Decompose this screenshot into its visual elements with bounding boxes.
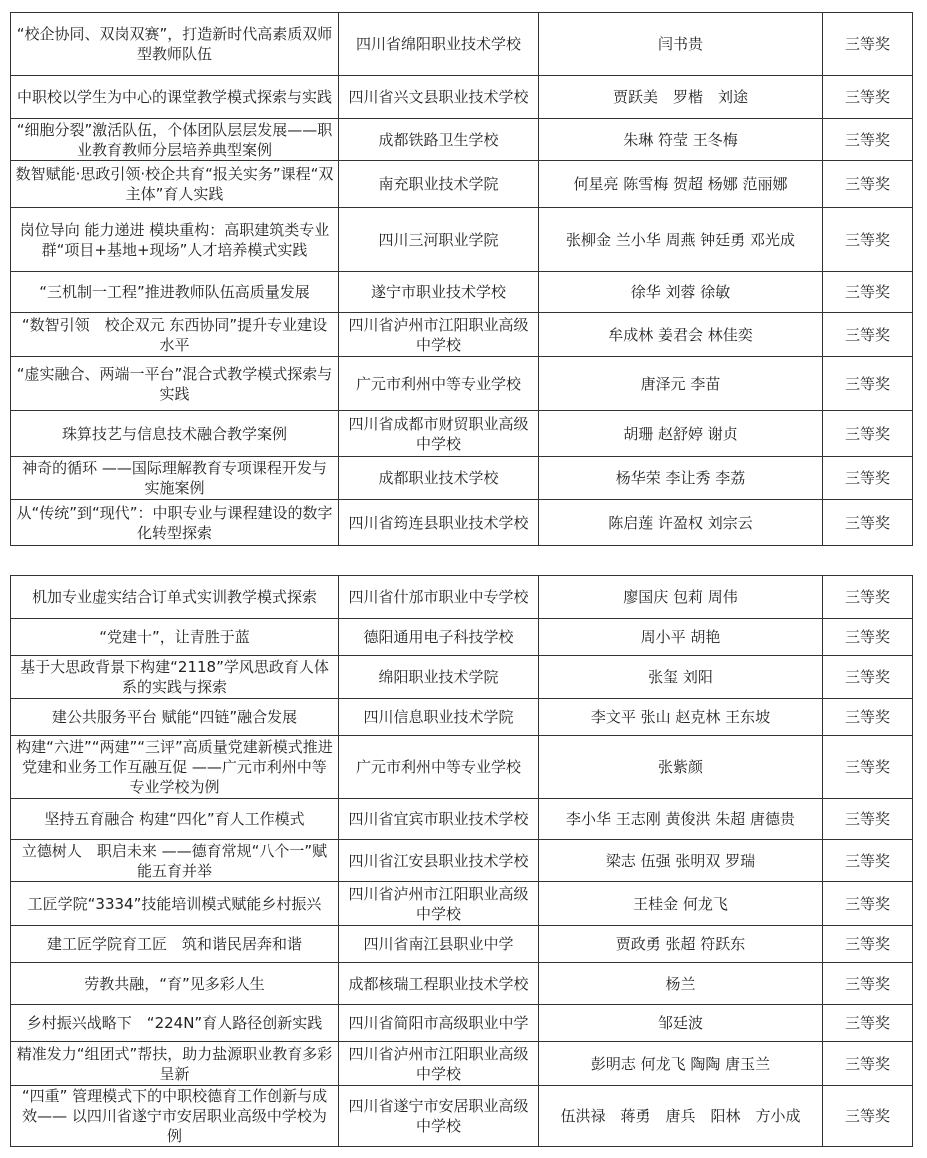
unit-cell: 四川省泸州市江阳职业高级中学校 — [339, 882, 539, 926]
table-row — [11, 656, 913, 699]
unit-cell: 绵阳职业技术学院 — [339, 656, 539, 699]
people-cell: 何星亮 陈雪梅 贺超 杨娜 范丽娜 — [539, 161, 823, 208]
people-cell: 徐华 刘蓉 徐敏 — [539, 272, 823, 313]
award-cell: 三等奖 — [823, 457, 913, 500]
table-row — [11, 119, 913, 161]
people-cell: 贾政勇 张超 符跃东 — [539, 926, 823, 963]
award-cell: 三等奖 — [823, 357, 913, 411]
people-cell: 唐泽元 李苗 — [539, 357, 823, 411]
award-cell: 三等奖 — [823, 119, 913, 161]
award-cell: 三等奖 — [823, 1042, 913, 1086]
project-cell: 劳教共融，“育”见多彩人生 — [11, 963, 339, 1005]
project-cell: “党建十”，让青胜于蓝 — [11, 619, 339, 656]
table-row — [11, 699, 913, 736]
award-cell: 三等奖 — [823, 926, 913, 963]
people-cell: 贾跃美 罗楷 刘途 — [539, 76, 823, 119]
award-table-top — [10, 12, 913, 546]
people-cell: 杨兰 — [539, 963, 823, 1005]
project-cell: 建公共服务平台 赋能“四链”融合发展 — [11, 699, 339, 736]
award-table-body — [11, 576, 913, 1147]
people-cell: 梁志 伍强 张明双 罗瑞 — [539, 840, 823, 882]
unit-cell: 成都铁路卫生学校 — [339, 119, 539, 161]
people-cell: 胡珊 赵舒婷 谢贞 — [539, 411, 823, 457]
people-cell: 闫书贵 — [539, 13, 823, 76]
project-cell: 从“传统”到“现代”：中职专业与课程建设的数字化转型探索 — [11, 500, 339, 546]
award-cell: 三等奖 — [823, 1086, 913, 1147]
award-table-body — [11, 13, 913, 546]
unit-cell: 四川省江安县职业技术学校 — [339, 840, 539, 882]
people-cell: 牟成林 姜君会 林佳奕 — [539, 313, 823, 357]
unit-cell: 四川省绵阳职业技术学校 — [339, 13, 539, 76]
award-cell: 三等奖 — [823, 736, 913, 799]
award-cell: 三等奖 — [823, 1005, 913, 1042]
award-cell: 三等奖 — [823, 208, 913, 272]
unit-cell: 四川省南江县职业中学 — [339, 926, 539, 963]
project-cell: “数智引领 校企双元 东西协同”提升专业建设水平 — [11, 313, 339, 357]
table-row — [11, 357, 913, 411]
table-row — [11, 1005, 913, 1042]
unit-cell: 南充职业技术学院 — [339, 161, 539, 208]
table-row — [11, 457, 913, 500]
award-cell: 三等奖 — [823, 699, 913, 736]
award-cell: 三等奖 — [823, 411, 913, 457]
project-cell: 工匠学院“3334”技能培训模式赋能乡村振兴 — [11, 882, 339, 926]
unit-cell: 广元市利州中等专业学校 — [339, 736, 539, 799]
project-cell: 坚持五育融合 构建“四化”育人工作模式 — [11, 799, 339, 840]
award-cell: 三等奖 — [823, 161, 913, 208]
table-row — [11, 13, 913, 76]
unit-cell: 四川省泸州市江阳职业高级中学校 — [339, 313, 539, 357]
project-cell: “细胞分裂”激活队伍，个体团队层层发展——职业教育教师分层培养典型案例 — [11, 119, 339, 161]
people-cell: 张柳金 兰小华 周燕 钟廷勇 邓光成 — [539, 208, 823, 272]
award-cell: 三等奖 — [823, 576, 913, 619]
unit-cell: 四川三河职业学院 — [339, 208, 539, 272]
project-cell: “三机制一工程”推进教师队伍高质量发展 — [11, 272, 339, 313]
project-cell: 神奇的循环 ——国际理解教育专项课程开发与实施案例 — [11, 457, 339, 500]
table-row — [11, 799, 913, 840]
table-row — [11, 576, 913, 619]
project-cell: 机加专业虚实结合订单式实训教学模式探索 — [11, 576, 339, 619]
project-cell: 基于大思政背景下构建“2118”学风思政育人体系的实践与探索 — [11, 656, 339, 699]
award-cell: 三等奖 — [823, 76, 913, 119]
people-cell: 邹廷波 — [539, 1005, 823, 1042]
unit-cell: 广元市利州中等专业学校 — [339, 357, 539, 411]
people-cell: 廖国庆 包莉 周伟 — [539, 576, 823, 619]
project-cell: “虚实融合、两端一平台”混合式教学模式探索与实践 — [11, 357, 339, 411]
people-cell: 杨华荣 李让秀 李荔 — [539, 457, 823, 500]
table-row — [11, 840, 913, 882]
unit-cell: 成都核瑞工程职业技术学校 — [339, 963, 539, 1005]
people-cell: 朱琳 符莹 王冬梅 — [539, 119, 823, 161]
project-cell: 中职校以学生为中心的课堂教学模式探索与实践 — [11, 76, 339, 119]
project-cell: 立德树人 职启未来 ——德育常规“八个一”赋能五育并举 — [11, 840, 339, 882]
people-cell: 张紫颜 — [539, 736, 823, 799]
project-cell: 岗位导向 能力递进 模块重构：高职建筑类专业群“项目+基地+现场”人才培养模式实践 — [11, 208, 339, 272]
project-cell: “四重” 管理模式下的中职校德育工作创新与成效—— 以四川省遂宁市安居职业高级中学校为例 — [11, 1086, 339, 1147]
people-cell: 陈启莲 许盈权 刘宗云 — [539, 500, 823, 546]
award-cell: 三等奖 — [823, 619, 913, 656]
award-cell: 三等奖 — [823, 963, 913, 1005]
table-row — [11, 76, 913, 119]
unit-cell: 四川省遂宁市安居职业高级中学校 — [339, 1086, 539, 1147]
people-cell: 伍洪禄 蒋勇 唐兵 阳林 方小成 — [539, 1086, 823, 1147]
unit-cell: 四川省兴文县职业技术学校 — [339, 76, 539, 119]
project-cell: 珠算技艺与信息技术融合教学案例 — [11, 411, 339, 457]
project-cell: “校企协同、双岗双赛”，打造新时代高素质双师型教师队伍 — [11, 13, 339, 76]
table-row — [11, 411, 913, 457]
unit-cell: 四川省宜宾市职业技术学校 — [339, 799, 539, 840]
unit-cell: 四川省什邡市职业中专学校 — [339, 576, 539, 619]
project-cell: 乡村振兴战略下 “224N”育人路径创新实践 — [11, 1005, 339, 1042]
table-row — [11, 619, 913, 656]
project-cell: 数智赋能·思政引领·校企共育“报关实务”课程“双主体”育人实践 — [11, 161, 339, 208]
people-cell: 彭明志 何龙飞 陶陶 唐玉兰 — [539, 1042, 823, 1086]
project-cell: 构建“六进”“两建”“三评”高质量党建新模式推进党建和业务工作互融互促 ——广元市利州中等专业学校为例 — [11, 736, 339, 799]
award-cell: 三等奖 — [823, 840, 913, 882]
unit-cell: 成都职业技术学校 — [339, 457, 539, 500]
table-row — [11, 272, 913, 313]
table-row — [11, 963, 913, 1005]
award-cell: 三等奖 — [823, 799, 913, 840]
table-row — [11, 882, 913, 926]
unit-cell: 四川省成都市财贸职业高级中学校 — [339, 411, 539, 457]
people-cell: 李文平 张山 赵克林 王东坡 — [539, 699, 823, 736]
table-row — [11, 161, 913, 208]
unit-cell: 四川省泸州市江阳职业高级中学校 — [339, 1042, 539, 1086]
people-cell: 李小华 王志刚 黄俊洪 朱超 唐德贵 — [539, 799, 823, 840]
table-row — [11, 208, 913, 272]
award-cell: 三等奖 — [823, 656, 913, 699]
table-row — [11, 500, 913, 546]
table-row — [11, 1042, 913, 1086]
unit-cell: 四川信息职业技术学院 — [339, 699, 539, 736]
award-cell: 三等奖 — [823, 313, 913, 357]
unit-cell: 德阳通用电子科技学校 — [339, 619, 539, 656]
project-cell: 建工匠学院育工匠 筑和谐民居奔和谐 — [11, 926, 339, 963]
award-cell: 三等奖 — [823, 500, 913, 546]
award-cell: 三等奖 — [823, 272, 913, 313]
people-cell: 周小平 胡艳 — [539, 619, 823, 656]
table-row — [11, 313, 913, 357]
unit-cell: 四川省简阳市高级职业中学 — [339, 1005, 539, 1042]
table-row — [11, 1086, 913, 1147]
award-cell: 三等奖 — [823, 882, 913, 926]
award-cell: 三等奖 — [823, 13, 913, 76]
table-row — [11, 736, 913, 799]
people-cell: 王桂金 何龙飞 — [539, 882, 823, 926]
unit-cell: 遂宁市职业技术学校 — [339, 272, 539, 313]
table-row — [11, 926, 913, 963]
award-table-bottom — [10, 575, 913, 1147]
unit-cell: 四川省筠连县职业技术学校 — [339, 500, 539, 546]
project-cell: 精准发力“组团式”帮扶，助力盐源职业教育多彩呈新 — [11, 1042, 339, 1086]
people-cell: 张玺 刘阳 — [539, 656, 823, 699]
